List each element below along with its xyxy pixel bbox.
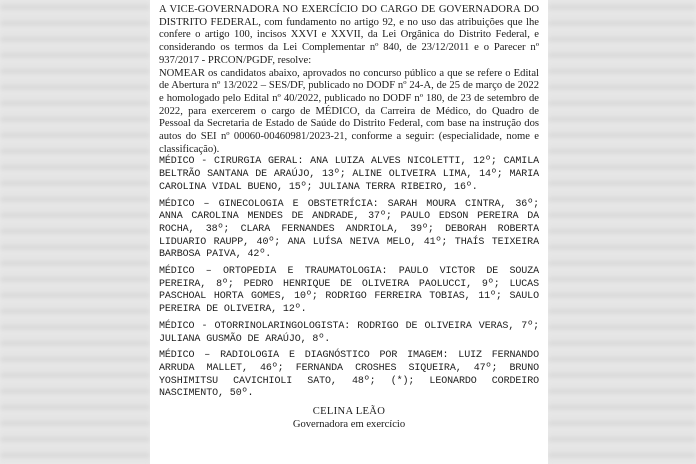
signature-role: Governadora em exercício: [292, 418, 406, 430]
entry-cirurgia-geral: MÉDICO - CIRURGIA GERAL: ANA LUIZA ALVES NICOLETTI, 12º; CAMILA BELTRÃO SANTANA DE ARAÚJO, 13º; ALINE OLIVEIRA LIMA, 14º; MARIA CAROLINA VIDAL BUENO, 15º; JULIANA TERRA RIBEIRO, 16º.: [159, 156, 539, 193]
intro-paragraph: A VICE-GOVERNADORA NO EXERCÍCIO DO CARGO DE GOVERNADORA DO DISTRITO FEDERAL, com fundamento no artigo 92, e no uso das atribuições que lhe confere o artigo 100, incisos XXVI e XXVII, da Lei Orgânica do Distrito Federal, e considerando os termos da Lei Complementar nº 840, de 23/12/2011 e o Parecer nº 937/2017 - PRCON/PGDF, resolve:: [159, 4, 539, 66]
entry-otorrino: MÉDICO - OTORRINOLARINGOLOGISTA: RODRIGO DE OLIVEIRA VERAS, 7º; JULIANA GUSMÃO DE ARAÚJO, 8º.: [159, 320, 539, 345]
blurred-background-left: [0, 0, 150, 464]
blurred-background-right: [548, 0, 696, 464]
document-page: [150, 0, 548, 464]
entry-radiologia: MÉDICO – RADIOLOGIA E DIAGNÓSTICO POR IMAGEM: LUIZ FERNANDO ARRUDA MALLET, 46º; FERNANDA CROSHES SIQUEIRA, 47º; BRUNO YOSHIMITSU CAVICHIOLI SATO, 48º; (*); LEONARDO CORDEIRO NASCIMENTO, 50º.: [159, 350, 539, 400]
nomination-paragraph: NOMEAR os candidatos abaixo, aprovados no concurso público a que se refere o Edital de Abertura nº 13/2022 – SES/DF, publicado no DODF nº 24-A, de 25 de março de 2022 e homologado pelo Edital nº 40/2022, publicado no DODF nº 180, de 23 de setembro de 2022, para exercerem o cargo de MÉDICO, da Carreira de Médico, do Quadro de Pessoal da Secretaria de Estado de Saúde do Distrito Federal, com base na instrução dos autos do SEI nº 00060-00460981/2023-21, conforme a seguir: (especialidade, nome e classificação).: [159, 67, 539, 155]
signature-name: CELINA LEÃO: [312, 406, 386, 418]
signature-block: [159, 406, 539, 431]
entry-ginecologia: MÉDICO – GINECOLOGIA E OBSTETRÍCIA: SARAH MOURA CINTRA, 36º; ANNA CAROLINA MENDES DE ANDRADE, 37º; PAULO EDSON PEREIRA DA ROCHA, 38º; CLARA FERNANDES ANDRIOLA, 39º; DEBORAH ROBERTA LIDUARIO RAUPP, 40º; ANA LUÍSA NEIVA MELO, 41º; THAÍS TEIXEIRA BARBOSA PAIVA, 42º.: [159, 198, 539, 261]
entry-ortopedia: MÉDICO – ORTOPEDIA E TRAUMATOLOGIA: PAULO VICTOR DE SOUZA PEREIRA, 8º; PEDRO HENRIQUE DE OLIVEIRA PAOLUCCI, 9º; LUCAS PASCHOAL HORTA GOMES, 10º; RODRIGO FERREIRA TOBIAS, 11º; SAULO PEREIRA DE OLIVEIRA, 12º.: [159, 266, 539, 316]
